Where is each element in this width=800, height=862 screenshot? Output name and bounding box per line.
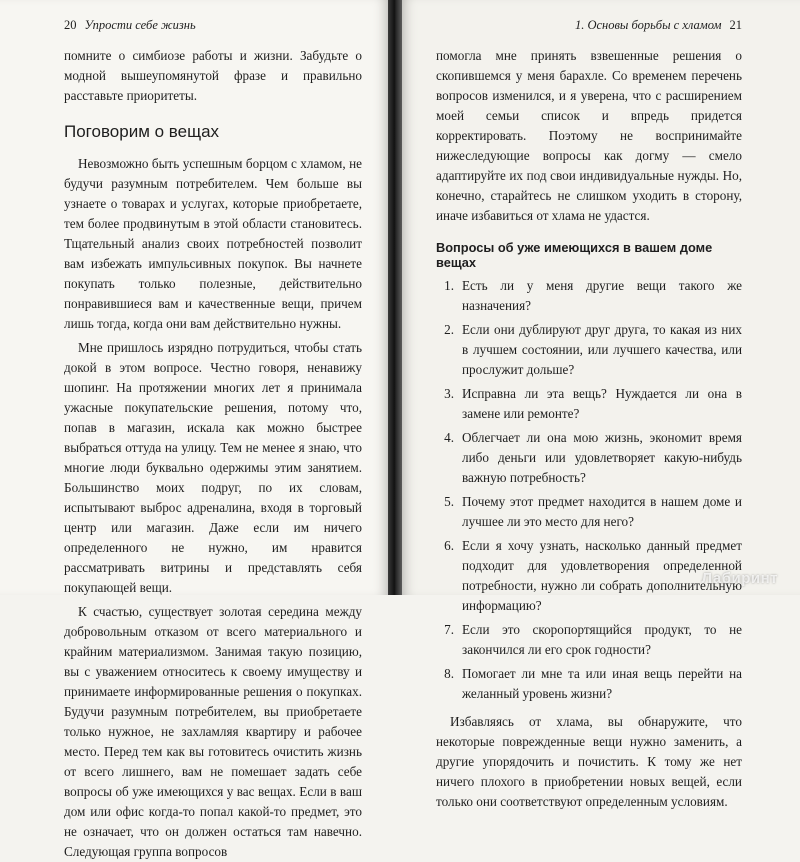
paragraph-intro-left: помните о симбиозе работы и жизни. Забудьте о модной вышеупомянутой фразе и правильно расставьте приоритеты.: [64, 48, 362, 103]
question-text: Почему этот предмет находится в нашем доме и лучшее ли это место для него?: [462, 494, 742, 529]
watermark-logo: Лабиринт: [701, 570, 778, 587]
question-item: [436, 428, 742, 488]
question-text: Помогает ли мне та или иная вещь перейти на желанный уровень жизни?: [462, 666, 742, 701]
question-number: 4.: [444, 430, 454, 445]
page-number-left: 20: [64, 18, 77, 32]
section-heading: Поговорим о вещах: [64, 122, 220, 141]
left-page: [0, 0, 388, 859]
paragraph-3: К счастью, существует золотая середина между добровольным отказом от всего материального и крайним материализмом. Занимая такую позицию, вы с уважением относитесь к своему имуществу и принимаете информированные решения о покупках. Будучи разумным потребителем, вы приобретаете только нужное, не захламляя квартиру и рабочее место. Перед тем как вы готовитесь очистить жизнь от всего лишнего, вам не помешает задать себе вопросы об уже имеющихся у вас вещах. Если в ваш дом или офис когда-то попал какой-то предмет, это не означает, что он должен остаться там навечно. Следующая группа вопросов: [64, 604, 362, 859]
running-title-left: Упрости себе жизнь: [84, 18, 196, 32]
question-number: 8.: [444, 666, 454, 681]
question-item: [436, 664, 742, 704]
question-item: [436, 492, 742, 532]
question-number: 7.: [444, 622, 454, 637]
question-item: [436, 276, 742, 316]
question-text: Есть ли у меня другие вещи такого же назначения?: [462, 278, 742, 313]
page-number-right: 21: [729, 18, 742, 32]
question-number: 3.: [444, 386, 454, 401]
questions-list: [436, 276, 742, 704]
paragraph-intro-right: помогла мне принять взвешенные решения о скопившемся у меня барахле. Со временем перечень вопросов изменился, и я уверена, что с расширением моей семьи список и впредь придется корректировать. Поэтому не воспринимайте нижеследующие вопросы как догму — смело адаптируйте их под свои индивидуальные нужды. Но, конечно, старайтесь не слишком уходить в сторону, иначе избавиться от хлама не удастся.: [436, 48, 742, 223]
paragraph-end: Избавляясь от хлама, вы обнаружите, что некоторые поврежденные вещи нужно заменить, а другие упорядочить и почистить. К тому же нет ничего плохого в приобретении новых вещей, если только они соответствуют определенным условиям.: [436, 714, 742, 809]
question-item: [436, 620, 742, 660]
question-item: [436, 536, 742, 616]
paragraph-1: Невозможно быть успешным борцом с хламом, не будучи разумным потребителем. Чем больше вы узнаете о товарах и услугах, которые приобретаете, тем более продвинутым в этой области становитесь. Тщательный анализ своих потребностей позволит вам избежать импульсивных покупок. Вы начнете покупать только полезные, действительно понравившиеся вам и качественные вещи, причем лишь тогда, когда они вам действительно нужны.: [64, 156, 362, 331]
question-number: 5.: [444, 494, 454, 509]
running-header-right: [436, 18, 742, 33]
question-item: [436, 320, 742, 380]
running-header-left: [64, 18, 362, 33]
question-text: Если это скоропортящийся продукт, то не закончился ли его срок годности?: [462, 622, 742, 657]
question-text: Если они дублируют друг друга, то какая из них в лучшем состоянии, или лучшего качества, или прослужит дольше?: [462, 322, 742, 377]
question-number: 1.: [444, 278, 454, 293]
question-item: [436, 384, 742, 424]
question-text: Облегчает ли она мою жизнь, экономит время либо деньги или удовлетворяет какую-нибудь важную потребность?: [462, 430, 742, 485]
question-number: 2.: [444, 322, 454, 337]
question-text: Если я хочу узнать, насколько данный предмет подходит для удовлетворения определенной потребности, нужно ли собрать дополнительную информацию?: [462, 538, 742, 613]
question-number: 6.: [444, 538, 454, 553]
right-page: [402, 0, 800, 809]
running-title-right: 1. Основы борьбы с хламом: [574, 18, 722, 32]
book-gutter: [388, 0, 402, 595]
question-text: Исправна ли эта вещь? Нуждается ли она в замене или ремонте?: [462, 386, 742, 421]
paragraph-2: Мне пришлось изрядно потрудиться, чтобы стать докой в этом вопросе. Честно говоря, ненавижу шопинг. На протяжении многих лет я принимала ужасные покупательские решения, потому что, попав в магазин, искала как можно быстрее выбраться оттуда на улицу. Тем не менее я знаю, что многие люди буквально одержимы этим занятием. Большинство моих подруг, по их словам, испытывают выброс адреналина, входя в торговый центр или магазин. Даже если им ничего определенного не нужно, им нравится рассматривать витрины и представлять себя покупающей вещи.: [64, 340, 362, 595]
questions-subheading: Вопросы об уже имеющихся в вашем доме вещах: [436, 240, 713, 270]
